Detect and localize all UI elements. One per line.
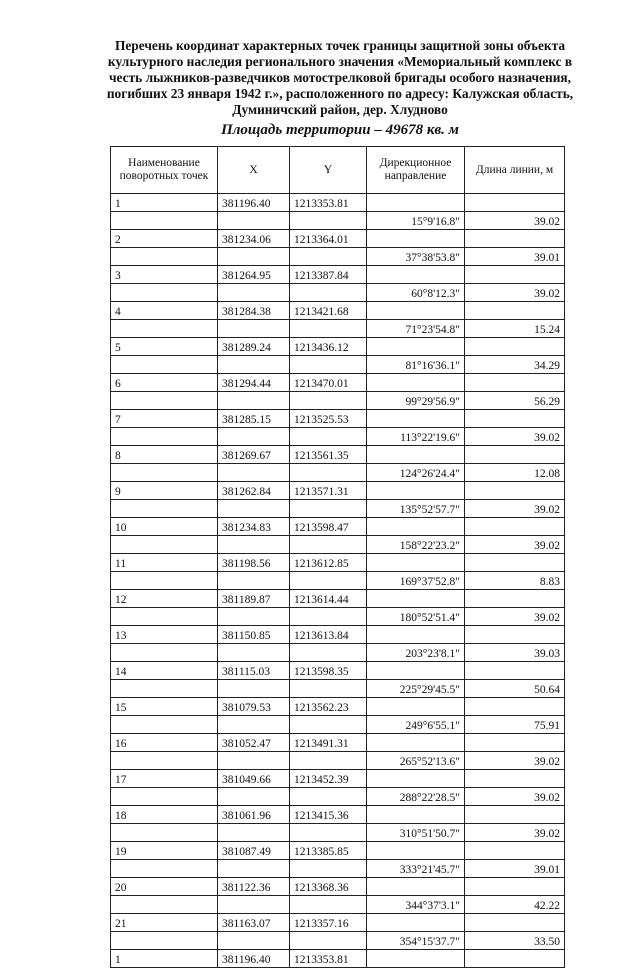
empty-cell	[290, 608, 367, 626]
empty-cell	[465, 626, 565, 644]
point-x: 381189.87	[218, 590, 290, 608]
empty-cell	[290, 356, 367, 374]
point-row	[111, 230, 565, 248]
empty-cell	[465, 374, 565, 392]
segment-direction: 333°21'45.7"	[367, 860, 465, 878]
empty-cell	[218, 716, 290, 734]
empty-cell	[111, 860, 218, 878]
empty-cell	[111, 212, 218, 230]
empty-cell	[465, 410, 565, 428]
point-y: 1213452.39	[290, 770, 367, 788]
segment-length: 39.01	[465, 248, 565, 266]
segment-length: 42.22	[465, 896, 565, 914]
empty-cell	[218, 860, 290, 878]
point-x: 381122.36	[218, 878, 290, 896]
empty-cell	[367, 554, 465, 572]
empty-cell	[111, 752, 218, 770]
column-header-length: Длина линии, м	[465, 147, 565, 194]
segment-row	[111, 860, 565, 878]
point-x: 381294.44	[218, 374, 290, 392]
empty-cell	[111, 680, 218, 698]
empty-cell	[218, 356, 290, 374]
point-y: 1213598.47	[290, 518, 367, 536]
heading-line-4: погибших 23 января 1942 г.», расположенного по адресу: Калужская область,	[106, 86, 574, 101]
empty-cell	[218, 428, 290, 446]
segment-direction: 180°52'51.4"	[367, 608, 465, 626]
point-y: 1213491.31	[290, 734, 367, 752]
point-name: 1	[111, 194, 218, 212]
empty-cell	[218, 212, 290, 230]
coordinates-table	[110, 146, 565, 968]
point-name: 12	[111, 590, 218, 608]
column-header-point: Наименование поворотных точек	[111, 147, 218, 194]
empty-cell	[290, 572, 367, 590]
segment-row	[111, 212, 565, 230]
point-name: 21	[111, 914, 218, 932]
segment-length: 39.01	[465, 860, 565, 878]
empty-cell	[465, 302, 565, 320]
segment-direction: 124°26'24.4"	[367, 464, 465, 482]
point-x: 381234.83	[218, 518, 290, 536]
point-x: 381150.85	[218, 626, 290, 644]
point-y: 1213357.16	[290, 914, 367, 932]
segment-row	[111, 644, 565, 662]
segment-row	[111, 752, 565, 770]
segment-length: 56.29	[465, 392, 565, 410]
point-row	[111, 950, 565, 968]
point-y: 1213562.23	[290, 698, 367, 716]
empty-cell	[367, 698, 465, 716]
point-y: 1213598.35	[290, 662, 367, 680]
segment-length: 39.02	[465, 428, 565, 446]
empty-cell	[111, 824, 218, 842]
point-name: 2	[111, 230, 218, 248]
empty-cell	[111, 284, 218, 302]
empty-cell	[290, 536, 367, 554]
segment-row	[111, 536, 565, 554]
table-body	[111, 194, 565, 968]
empty-cell	[218, 320, 290, 338]
point-name: 10	[111, 518, 218, 536]
segment-length: 15.24	[465, 320, 565, 338]
empty-cell	[465, 734, 565, 752]
empty-cell	[290, 428, 367, 446]
point-x: 381079.53	[218, 698, 290, 716]
empty-cell	[290, 248, 367, 266]
point-y: 1213368.36	[290, 878, 367, 896]
segment-length: 75.91	[465, 716, 565, 734]
segment-direction: 81°16'36.1"	[367, 356, 465, 374]
empty-cell	[111, 644, 218, 662]
segment-direction: 99°29'56.9"	[367, 392, 465, 410]
empty-cell	[465, 482, 565, 500]
point-name: 17	[111, 770, 218, 788]
point-row	[111, 914, 565, 932]
point-x: 381269.67	[218, 446, 290, 464]
empty-cell	[465, 770, 565, 788]
segment-length: 33.50	[465, 932, 565, 950]
point-x: 381061.96	[218, 806, 290, 824]
heading-line-3: честь лыжников-разведчиков мотострелковой бригады особого назначения,	[108, 70, 572, 85]
point-x: 381262.84	[218, 482, 290, 500]
segment-direction: 203°23'8.1"	[367, 644, 465, 662]
document-heading	[70, 38, 610, 118]
empty-cell	[465, 518, 565, 536]
segment-direction: 310°51'50.7"	[367, 824, 465, 842]
segment-direction: 158°22'23.2"	[367, 536, 465, 554]
segment-row	[111, 500, 565, 518]
empty-cell	[367, 770, 465, 788]
empty-cell	[290, 932, 367, 950]
empty-cell	[290, 392, 367, 410]
point-row	[111, 662, 565, 680]
point-name: 6	[111, 374, 218, 392]
segment-row	[111, 284, 565, 302]
empty-cell	[218, 608, 290, 626]
segment-row	[111, 932, 565, 950]
point-x: 381285.15	[218, 410, 290, 428]
empty-cell	[218, 392, 290, 410]
empty-cell	[290, 680, 367, 698]
point-y: 1213613.84	[290, 626, 367, 644]
segment-row	[111, 824, 565, 842]
segment-length: 39.02	[465, 824, 565, 842]
segment-length: 39.02	[465, 608, 565, 626]
point-row	[111, 446, 565, 464]
empty-cell	[218, 752, 290, 770]
point-row	[111, 374, 565, 392]
segment-length: 39.02	[465, 536, 565, 554]
point-name: 3	[111, 266, 218, 284]
point-row	[111, 626, 565, 644]
empty-cell	[290, 860, 367, 878]
table-header-row	[111, 147, 565, 194]
point-name: 8	[111, 446, 218, 464]
heading-line-5: Думиничский район, дер. Хлудново	[232, 102, 448, 117]
point-x: 381289.24	[218, 338, 290, 356]
segment-direction: 15°9'16.8"	[367, 212, 465, 230]
point-x: 381196.40	[218, 950, 290, 968]
column-header-x: X	[218, 147, 290, 194]
segment-direction: 135°52'57.7"	[367, 500, 465, 518]
segment-length: 39.02	[465, 284, 565, 302]
point-row	[111, 698, 565, 716]
empty-cell	[218, 824, 290, 842]
segment-direction: 169°37'52.8"	[367, 572, 465, 590]
segment-direction: 225°29'45.5"	[367, 680, 465, 698]
point-y: 1213385.85	[290, 842, 367, 860]
segment-row	[111, 464, 565, 482]
empty-cell	[367, 878, 465, 896]
segment-row	[111, 392, 565, 410]
point-row	[111, 770, 565, 788]
segment-row	[111, 248, 565, 266]
empty-cell	[218, 464, 290, 482]
territory-area: Площадь территории – 49678 кв. м	[221, 122, 459, 138]
point-row	[111, 302, 565, 320]
empty-cell	[218, 680, 290, 698]
point-row	[111, 590, 565, 608]
empty-cell	[218, 644, 290, 662]
point-row	[111, 734, 565, 752]
empty-cell	[465, 914, 565, 932]
point-row	[111, 878, 565, 896]
segment-direction: 60°8'12.3"	[367, 284, 465, 302]
point-row	[111, 266, 565, 284]
point-y: 1213614.44	[290, 590, 367, 608]
empty-cell	[465, 230, 565, 248]
segment-length: 34.29	[465, 356, 565, 374]
point-name: 11	[111, 554, 218, 572]
empty-cell	[290, 320, 367, 338]
segment-length: 39.03	[465, 644, 565, 662]
point-x: 381198.56	[218, 554, 290, 572]
segment-row	[111, 608, 565, 626]
point-y: 1213364.01	[290, 230, 367, 248]
empty-cell	[111, 572, 218, 590]
empty-cell	[367, 338, 465, 356]
empty-cell	[367, 194, 465, 212]
empty-cell	[465, 554, 565, 572]
empty-cell	[290, 464, 367, 482]
point-name: 15	[111, 698, 218, 716]
segment-length: 12.08	[465, 464, 565, 482]
point-name: 1	[111, 950, 218, 968]
point-row	[111, 194, 565, 212]
point-y: 1213421.68	[290, 302, 367, 320]
point-y: 1213612.85	[290, 554, 367, 572]
point-name: 4	[111, 302, 218, 320]
point-name: 5	[111, 338, 218, 356]
segment-row	[111, 356, 565, 374]
empty-cell	[367, 590, 465, 608]
empty-cell	[111, 464, 218, 482]
point-name: 7	[111, 410, 218, 428]
point-name: 14	[111, 662, 218, 680]
empty-cell	[465, 590, 565, 608]
point-row	[111, 554, 565, 572]
point-name: 13	[111, 626, 218, 644]
segment-row	[111, 716, 565, 734]
point-y: 1213387.84	[290, 266, 367, 284]
empty-cell	[367, 914, 465, 932]
point-y: 1213571.31	[290, 482, 367, 500]
empty-cell	[290, 644, 367, 662]
empty-cell	[367, 302, 465, 320]
column-header-y: Y	[290, 147, 367, 194]
empty-cell	[111, 932, 218, 950]
empty-cell	[218, 932, 290, 950]
segment-direction: 265°52'13.6"	[367, 752, 465, 770]
empty-cell	[367, 518, 465, 536]
segment-row	[111, 428, 565, 446]
segment-direction: 288°22'28.5"	[367, 788, 465, 806]
empty-cell	[367, 374, 465, 392]
segment-length: 39.02	[465, 752, 565, 770]
empty-cell	[367, 446, 465, 464]
empty-cell	[367, 806, 465, 824]
segment-length: 39.02	[465, 500, 565, 518]
empty-cell	[111, 392, 218, 410]
empty-cell	[290, 284, 367, 302]
segment-row	[111, 788, 565, 806]
empty-cell	[367, 482, 465, 500]
segment-length: 50.64	[465, 680, 565, 698]
empty-cell	[367, 230, 465, 248]
point-name: 20	[111, 878, 218, 896]
empty-cell	[290, 788, 367, 806]
point-name: 9	[111, 482, 218, 500]
empty-cell	[218, 536, 290, 554]
point-x: 381196.40	[218, 194, 290, 212]
column-header-direction: Дирекционное направление	[367, 147, 465, 194]
empty-cell	[111, 716, 218, 734]
point-name: 18	[111, 806, 218, 824]
point-row	[111, 410, 565, 428]
segment-direction: 71°23'54.8"	[367, 320, 465, 338]
empty-cell	[367, 734, 465, 752]
empty-cell	[218, 788, 290, 806]
segment-length: 39.02	[465, 212, 565, 230]
point-row	[111, 518, 565, 536]
empty-cell	[367, 626, 465, 644]
point-y: 1213561.35	[290, 446, 367, 464]
empty-cell	[218, 500, 290, 518]
point-y: 1213353.81	[290, 194, 367, 212]
empty-cell	[111, 608, 218, 626]
empty-cell	[111, 428, 218, 446]
empty-cell	[290, 752, 367, 770]
empty-cell	[465, 878, 565, 896]
empty-cell	[218, 572, 290, 590]
empty-cell	[465, 446, 565, 464]
point-y: 1213525.53	[290, 410, 367, 428]
point-x: 381284.38	[218, 302, 290, 320]
point-y: 1213470.01	[290, 374, 367, 392]
empty-cell	[367, 662, 465, 680]
empty-cell	[465, 950, 565, 968]
empty-cell	[465, 842, 565, 860]
point-row	[111, 338, 565, 356]
point-row	[111, 806, 565, 824]
empty-cell	[290, 716, 367, 734]
segment-direction: 249°6'55.1"	[367, 716, 465, 734]
point-name: 19	[111, 842, 218, 860]
heading-line-1: Перечень координат характерных точек границы защитной зоны объекта	[114, 38, 566, 53]
empty-cell	[465, 806, 565, 824]
empty-cell	[465, 266, 565, 284]
point-x: 381115.03	[218, 662, 290, 680]
segment-direction: 37°38'53.8"	[367, 248, 465, 266]
segment-row	[111, 320, 565, 338]
empty-cell	[290, 500, 367, 518]
point-x: 381234.06	[218, 230, 290, 248]
empty-cell	[367, 842, 465, 860]
point-y: 1213353.81	[290, 950, 367, 968]
empty-cell	[290, 212, 367, 230]
point-x: 381087.49	[218, 842, 290, 860]
empty-cell	[111, 320, 218, 338]
empty-cell	[465, 662, 565, 680]
point-y: 1213436.12	[290, 338, 367, 356]
empty-cell	[218, 284, 290, 302]
point-x: 381264.95	[218, 266, 290, 284]
empty-cell	[465, 194, 565, 212]
empty-cell	[111, 536, 218, 554]
empty-cell	[111, 500, 218, 518]
empty-cell	[465, 698, 565, 716]
point-row	[111, 842, 565, 860]
point-row	[111, 482, 565, 500]
segment-length: 8.83	[465, 572, 565, 590]
point-x: 381049.66	[218, 770, 290, 788]
empty-cell	[367, 266, 465, 284]
segment-direction: 344°37'3.1"	[367, 896, 465, 914]
empty-cell	[290, 824, 367, 842]
point-x: 381163.07	[218, 914, 290, 932]
point-x: 381052.47	[218, 734, 290, 752]
empty-cell	[367, 950, 465, 968]
segment-row	[111, 572, 565, 590]
segment-length: 39.02	[465, 788, 565, 806]
segment-direction: 113°22'19.6"	[367, 428, 465, 446]
heading-line-2: культурного наследия регионального значения «Мемориальный комплекс в	[107, 54, 573, 69]
empty-cell	[111, 356, 218, 374]
empty-cell	[465, 338, 565, 356]
empty-cell	[218, 248, 290, 266]
segment-direction: 354°15'37.7"	[367, 932, 465, 950]
empty-cell	[111, 788, 218, 806]
point-y: 1213415.36	[290, 806, 367, 824]
point-name: 16	[111, 734, 218, 752]
empty-cell	[111, 248, 218, 266]
segment-row	[111, 680, 565, 698]
empty-cell	[367, 410, 465, 428]
